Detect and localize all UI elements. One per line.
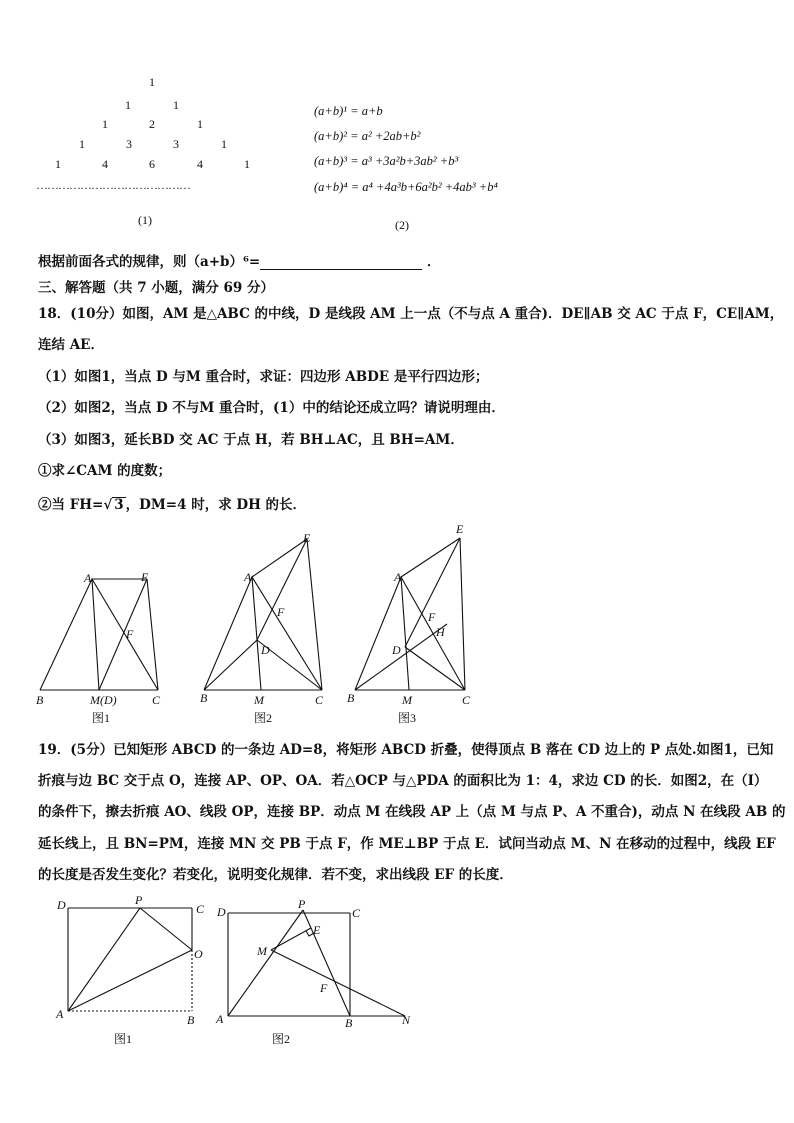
pascal-cell: 3 — [126, 137, 132, 151]
label-E: E — [141, 570, 149, 584]
label-D: D — [392, 643, 401, 657]
pascal-cell: 1 — [197, 117, 203, 131]
segment-AM — [92, 579, 99, 690]
q19-line: 的条件下，擦去折痕 AO、线段 OP，连接 BP．动点 M 在线段 AP 上（点 M 与点 P、A 不重合)，动点 N 在线段 AB 的 — [38, 804, 786, 820]
q17-prompt: 根据前面各式的规律，则（a+b）⁶= ． — [38, 254, 441, 270]
label-A: A — [244, 570, 252, 584]
segment-PB — [303, 910, 350, 1016]
pascal-cell: 3 — [173, 137, 179, 151]
segment-DE — [99, 579, 147, 690]
pascal-cell: 1 — [102, 117, 108, 131]
label-B: B — [187, 1013, 195, 1027]
pascal-cell: 2 — [149, 117, 155, 131]
segment-ME — [271, 928, 311, 950]
binomial-line: (a+b)³ = a³ +3a²b+3ab² +b³ — [314, 154, 459, 168]
label-H: H — [436, 625, 445, 639]
pascal-cell: 6 — [149, 157, 155, 171]
label-D: D — [261, 643, 270, 657]
label-F: F — [277, 605, 285, 619]
label-A: A — [84, 571, 92, 585]
q18-part3: （3）如图3，延长BD 交 AC 于点 H，若 BH⊥AC，且 BH=AM． — [38, 432, 464, 448]
figure-3 — [355, 538, 465, 690]
q19-line: 延长线上，且 BN=PM，连接 MN 交 PB 于点 F，作 ME⊥BP 于点 E．试问当动点 M、N 在移动的过程中，线段 EF — [38, 836, 776, 852]
answer-blank[interactable] — [260, 257, 422, 270]
q19-figure-1 — [68, 908, 192, 1011]
pascal-cell: 4 — [197, 157, 203, 171]
label-O: O — [194, 947, 203, 961]
binomial-line: (a+b)² = a² +2ab+b² — [314, 129, 421, 143]
segment-BA-AC — [355, 577, 465, 690]
label-M: M — [254, 693, 264, 707]
q19-figures — [0, 890, 794, 1050]
section-title: 三、解答题（共 7 小题，满分 69 分） — [38, 280, 274, 296]
label-B: B — [347, 691, 355, 705]
label-F: F — [320, 981, 328, 995]
segment-DC — [405, 647, 465, 690]
q19-fig2-caption: 图2 — [272, 1032, 291, 1046]
fig3-caption: 图3 — [398, 711, 417, 725]
fig2-caption: 图2 — [254, 711, 273, 725]
label-D: D — [217, 905, 226, 919]
label-D: D — [57, 898, 66, 912]
q18-sub1: ①求∠CAM 的度数； — [38, 463, 172, 479]
segment-AP — [68, 908, 140, 1011]
segment-AE — [252, 539, 307, 577]
label-M: M — [402, 693, 412, 707]
segment-AE — [401, 538, 460, 577]
segment-PO — [140, 908, 192, 950]
figure-2 — [204, 539, 322, 690]
label-C: C — [196, 902, 205, 916]
segment-EC — [307, 539, 322, 690]
binomial-line: (a+b)⁴ = a⁴ +4a³b+6a²b² +4ab³ +b⁴ — [314, 180, 498, 194]
segment-AP — [228, 910, 303, 1016]
q19-line: 19．(5分）已知矩形 ABCD 的一条边 AD=8，将矩形 ABCD 折叠，使得顶点 B 落在 CD 边上的 P 点处.如图1，已知 — [38, 742, 774, 758]
pascal-cell: 1 — [244, 157, 250, 171]
binomial-line: (a+b)¹ = a+b — [314, 104, 383, 118]
pascal-cell: 1 — [221, 137, 227, 151]
label-E: E — [456, 522, 464, 536]
q18-line1: 18．(10分）如图，AM 是△ABC 的中线，D 是线段 AM 上一点（不与点 A 重合)．DE∥AB 交 AC 于点 F，CE∥AM， — [38, 306, 784, 322]
pascal-cell: 1 — [79, 137, 85, 151]
q19-fig1-caption: 图1 — [114, 1032, 133, 1046]
label-A: A — [216, 1012, 224, 1026]
label-A: A — [394, 570, 402, 584]
segment-AO — [68, 950, 192, 1011]
label-C: C — [315, 693, 324, 707]
label-M: M — [257, 944, 267, 958]
segment-DE — [405, 538, 460, 647]
segment-AM — [401, 577, 409, 690]
segment-MN — [271, 950, 405, 1016]
pascal-cell: 1 — [173, 98, 179, 112]
pascal-cell: 1 — [125, 98, 131, 112]
label-B: B — [36, 693, 44, 707]
label-P: P — [298, 897, 306, 911]
pascal-cell: 4 — [102, 157, 108, 171]
segment-BD — [204, 640, 257, 690]
label-C: C — [152, 693, 161, 707]
q18-part1: （1）如图1，当点 D 与M 重合时，求证：四边形 ABDE 是平行四边形； — [38, 369, 489, 385]
label-A: A — [56, 1007, 64, 1021]
q19-line: 的长度是否发生变化？若变化，说明变化规律．若不变，求出线段 EF 的长度． — [38, 867, 513, 883]
fig1-caption: 图1 — [92, 711, 111, 725]
label-F: F — [428, 610, 436, 624]
q18-sub2: ②当 FH=√ 3 ，DM=4 时，求 DH 的长． — [38, 497, 307, 513]
q19-line: 折痕与边 BC 交于点 O，连接 AP、OP、OA．若△OCP 与△PDA 的面积比为 1：4，求边 CD 的长．如图2，在（Ⅰ） — [38, 773, 768, 789]
q18-figures — [0, 520, 794, 730]
label-C: C — [462, 693, 471, 707]
label-B: B — [345, 1016, 353, 1030]
label-P: P — [135, 893, 143, 907]
q18-part2: （2）如图2，当点 D 不与M 重合时，(1）中的结论还成立吗？请说明理由． — [38, 400, 505, 416]
pascal-cell: 1 — [55, 157, 61, 171]
pascal-caption: (1) — [138, 213, 152, 227]
pascal-cell: 1 — [149, 75, 155, 89]
figure-1 — [40, 579, 158, 690]
label-MD: M(D) — [90, 693, 117, 707]
label-E: E — [313, 923, 321, 937]
label-N: N — [402, 1013, 411, 1027]
q18-line2: 连结 AE． — [38, 337, 104, 353]
label-E: E — [303, 531, 311, 545]
label-B: B — [200, 691, 208, 705]
label-F: F — [126, 627, 134, 641]
binomial-caption: (2) — [395, 218, 409, 232]
pascal-dots: …………………………………… — [36, 178, 190, 192]
segment-EC — [460, 538, 465, 690]
label-C: C — [352, 906, 361, 920]
